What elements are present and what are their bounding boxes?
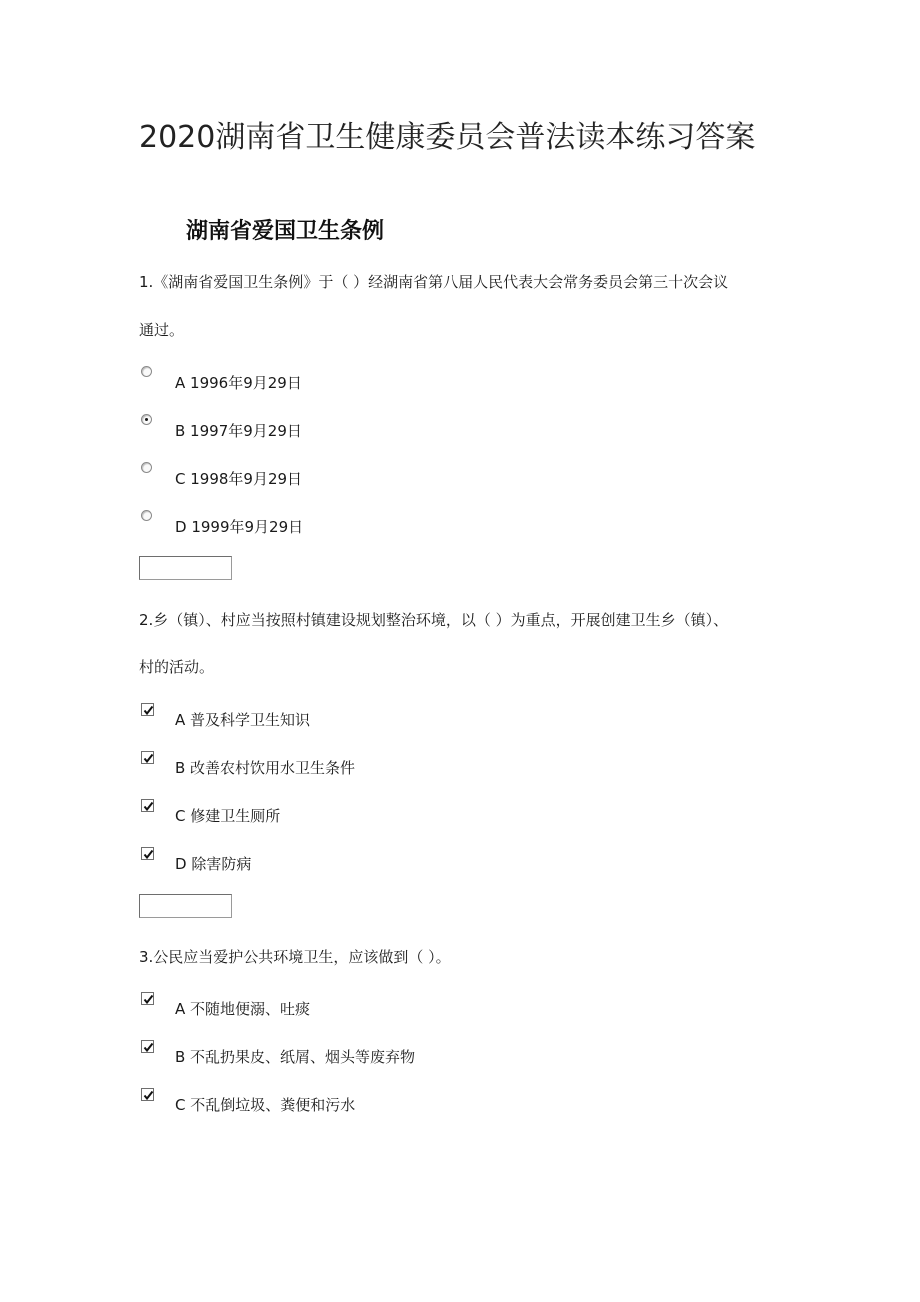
checkmark-icon <box>142 993 155 1006</box>
q2-option-c-checkbox[interactable] <box>141 799 154 812</box>
q1-option-d-label: D 1999年9月29日 <box>175 518 304 536</box>
q1-option-a-label: A 1996年9月29日 <box>175 374 302 392</box>
q3-option-a-checkbox[interactable] <box>141 992 154 1005</box>
q2-option-d-checkbox[interactable] <box>141 847 154 860</box>
q1-option-c-radio[interactable] <box>141 462 152 473</box>
checkmark-icon <box>142 1089 155 1102</box>
checkmark-icon <box>142 1041 155 1054</box>
q2-option-a-label: A 普及科学卫生知识 <box>175 711 311 729</box>
q1-option-b-label: B 1997年9月29日 <box>175 422 302 440</box>
q2-option-b-label: B 改善农村饮用水卫生条件 <box>175 759 356 777</box>
document-title: 2020湖南省卫生健康委员会普法读本练习答案 <box>139 120 756 155</box>
question-1-text-cont: 通过。 <box>139 321 185 339</box>
section-title: 湖南省爱国卫生条例 <box>186 219 385 244</box>
q3-option-b-checkbox[interactable] <box>141 1040 154 1053</box>
q3-option-a-label: A 不随地便溺、吐痰 <box>175 1000 311 1018</box>
q1-answer-input[interactable] <box>139 556 232 580</box>
q1-option-c-label: C 1998年9月29日 <box>175 470 303 488</box>
q3-option-b-label: B 不乱扔果皮、纸屑、烟头等废弃物 <box>175 1048 416 1066</box>
q1-option-a-radio[interactable] <box>141 366 152 377</box>
q2-option-a-checkbox[interactable] <box>141 703 154 716</box>
checkmark-icon <box>142 800 155 813</box>
q1-option-b-radio[interactable] <box>141 414 152 425</box>
question-2-text: 2.乡（镇）、村应当按照村镇建设规划整治环境，以（ ）为重点，开展创建卫生乡（镇）、 <box>139 611 729 629</box>
q3-option-c-checkbox[interactable] <box>141 1088 154 1101</box>
checkmark-icon <box>142 704 155 717</box>
q1-option-d-radio[interactable] <box>141 510 152 521</box>
q2-option-d-label: D 除害防病 <box>175 855 252 873</box>
checkmark-icon <box>142 752 155 765</box>
q2-answer-input[interactable] <box>139 894 232 918</box>
question-1-text: 1.《湖南省爱国卫生条例》于（ ）经湖南省第八届人民代表大会常务委员会第三十次会议 <box>139 273 729 291</box>
q2-option-c-label: C 修建卫生厕所 <box>175 807 281 825</box>
q3-option-c-label: C 不乱倒垃圾、粪便和污水 <box>175 1096 356 1114</box>
question-3-text: 3.公民应当爱护公共环境卫生，应该做到（ ）。 <box>139 948 451 966</box>
checkmark-icon <box>142 848 155 861</box>
q2-option-b-checkbox[interactable] <box>141 751 154 764</box>
question-2-text-cont: 村的活动。 <box>139 658 215 676</box>
